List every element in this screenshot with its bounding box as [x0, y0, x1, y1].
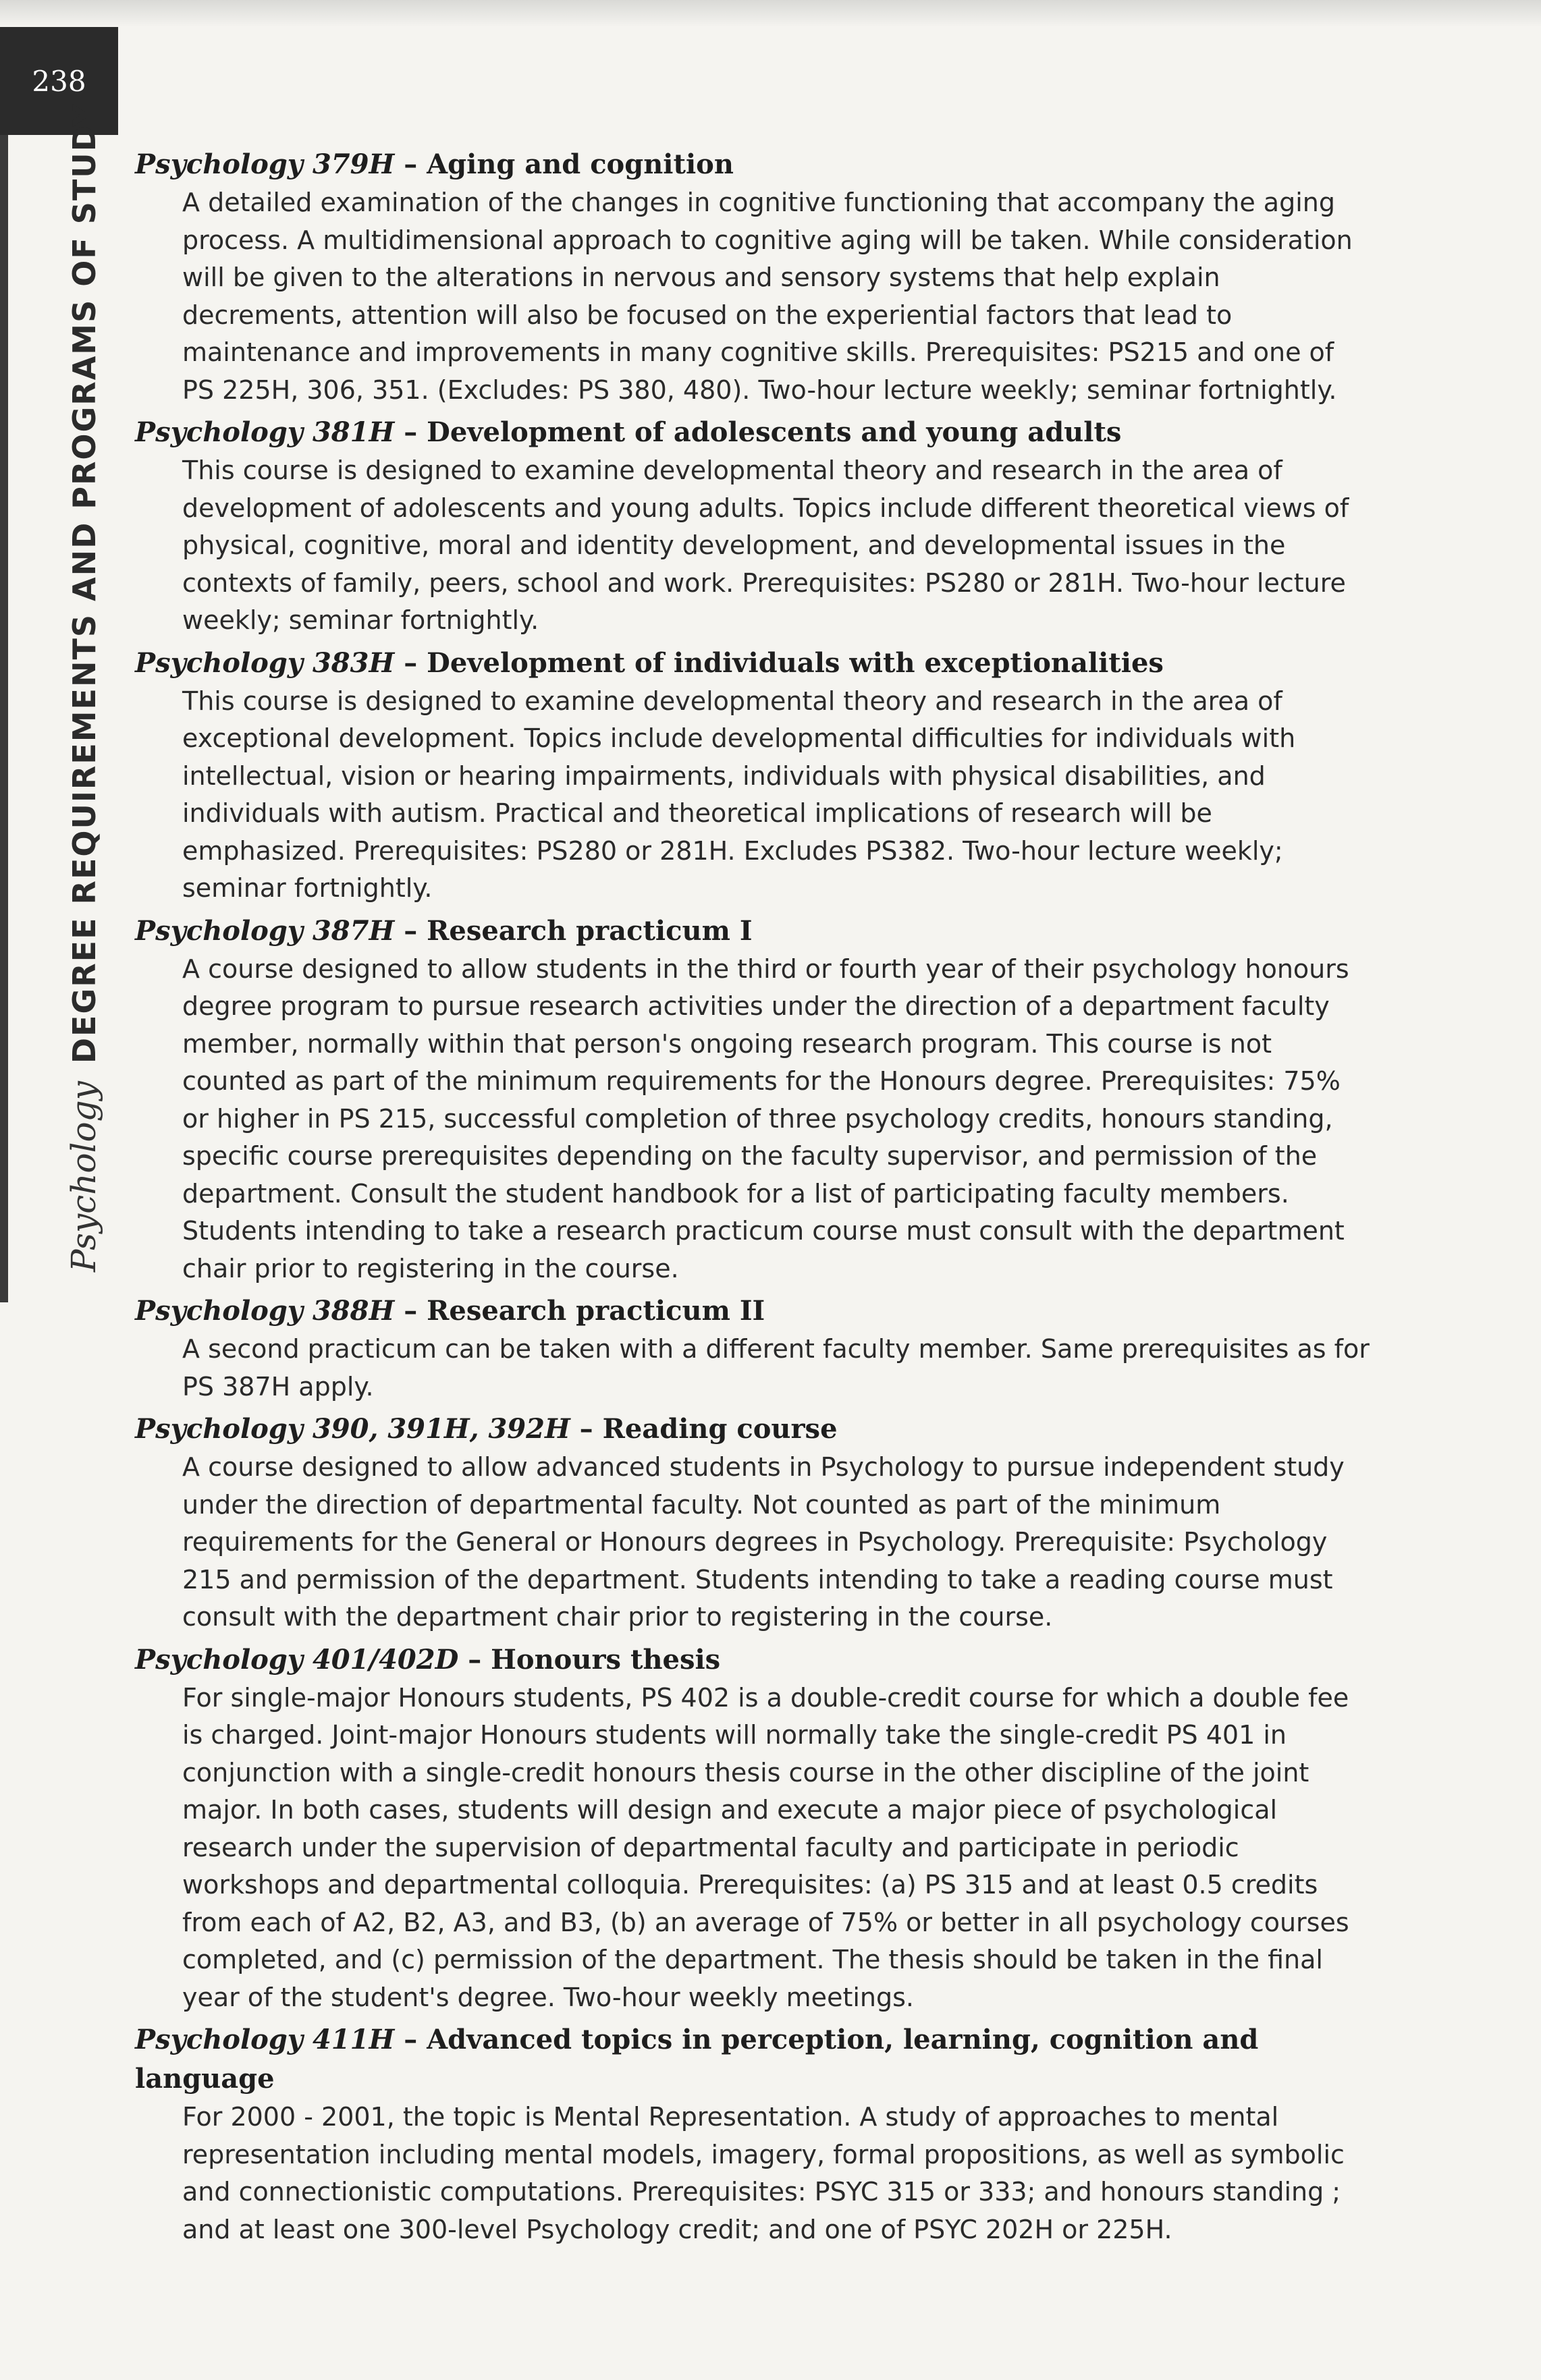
sidebar-running-title	[64, 103, 103, 1272]
course-description: A second practicum can be taken with a different faculty member. Same prerequisites as for PS 387H apply.	[182, 1334, 1370, 1402]
page-number: 238	[32, 64, 86, 98]
course-title: Research practicum II	[427, 1295, 765, 1327]
course-code: Psychology 390, 391H, 392H	[135, 1413, 570, 1445]
course-description: This course is designed to examine developmental theory and research in the area of exceptional development. Topics include developmental difficulties for individuals with intellectual, vision or hearing impairments, individuals with physical disabilities, and individuals with autism. Practical and theoretical implications of research will be emphasized. Prerequisites: PS280 or 281H. Excludes PS382. Two-hour lecture weekly; seminar fortnightly.	[182, 686, 1296, 903]
course-code: Psychology 383H	[135, 646, 395, 679]
course-entry	[135, 413, 1370, 640]
course-heading: Psychology 411H – Advanced topics in perception, learning, cognition and language	[135, 2024, 1259, 2095]
course-entry	[135, 1410, 1370, 1636]
course-title: Development of individuals with exceptionalities	[427, 646, 1164, 679]
course-heading: Psychology 383H – Development of individuals with exceptionalities	[135, 646, 1164, 679]
course-entry	[135, 2020, 1370, 2248]
course-code: Psychology 401/402D	[135, 1643, 459, 1676]
course-list	[135, 145, 1370, 2252]
course-title: Aging and cognition	[427, 148, 734, 180]
course-description: For single-major Honours students, PS 402 is a double-credit course for which a double fee is charged. Joint-major Honours students will normally take the single-credit PS 401 in conjunction with a single-credit honours thesis course in the other discipline of the joint major. In both cases, students will design and execute a major piece of psychological research under the supervision of departmental faculty and participate in periodic workshops and departmental colloquia. Prerequisites: (a) PS 315 and at least 0.5 credits from each of A2, B2, A3, and B3, (b) an average of 75% or better in all psychology courses completed, and (c) permission of the department. The thesis should be taken in the final year of the student's degree. Two-hour weekly meetings.	[182, 1682, 1349, 2012]
course-code: Psychology 381H	[135, 416, 395, 448]
course-description: A course designed to allow students in the third or fourth year of their psychology honours degree program to pursue research activities under the direction of a department faculty member, normally within that person's ongoing research program. This course is not counted as part of the minimum requirements for the Honours degree. Prerequisites: 75% or higher in PS 215, successful completion of three psychology credits, honours standing, specific course prerequisites depending on the faculty supervisor, and permission of the department. Consult the student handbook for a list of participating faculty members. Students intending to take a research practicum course must consult with the department chair prior to registering in the course.	[182, 953, 1349, 1283]
course-entry	[135, 644, 1370, 908]
course-code: Psychology 388H	[135, 1295, 395, 1327]
course-heading: Psychology 390, 391H, 392H – Reading course	[135, 1413, 838, 1445]
course-title: Development of adolescents and young adults	[427, 416, 1122, 448]
course-title: Honours thesis	[491, 1643, 721, 1676]
sidebar-section: DEGREE REQUIREMENTS AND PROGRAMS OF STUDY	[66, 103, 103, 1064]
course-description: For 2000 - 2001, the topic is Mental Representation. A study of approaches to mental representation including mental models, imagery, formal propositions, as well as symbolic and connectionistic computations. Prerequisites: PSYC 315 or 333; and honours standing ; and at least one 300-level Psychology credit; and one of PSYC 202H or 225H.	[182, 2102, 1345, 2244]
course-description: A detailed examination of the changes in cognitive functioning that accompany the aging process. A multidimensional approach to cognitive aging will be taken. While consideration will be given to the alterations in nervous and sensory systems that help explain decrements, attention will also be focused on the experiential factors that lead to maintenance and improvements in many cognitive skills. Prerequisites: PS215 and one of PS 225H, 306, 351. (Excludes: PS 380, 480). Two-hour lecture weekly; seminar fortnightly.	[182, 188, 1353, 405]
course-entry	[135, 912, 1370, 1288]
course-code: Psychology 379H	[135, 148, 395, 180]
sidebar-rule	[0, 135, 8, 1302]
course-entry	[135, 1640, 1370, 2017]
course-code: Psychology 411H	[135, 2024, 395, 2055]
course-heading: Psychology 387H – Research practicum I	[135, 914, 753, 947]
course-code: Psychology 387H	[135, 914, 395, 947]
course-heading: Psychology 401/402D – Honours thesis	[135, 1643, 721, 1676]
course-heading: Psychology 381H – Development of adolescents and young adults	[135, 416, 1122, 448]
course-description: A course designed to allow advanced students in Psychology to pursue independent study under the direction of departmental faculty. Not counted as part of the minimum requirements for the General or Honours degrees in Psychology. Prerequisite: Psychology 215 and permission of the department. Students intending to take a reading course must consult with the department chair prior to registering in the course.	[182, 1452, 1345, 1632]
course-title: Advanced topics in perception, learning, cognition and language	[135, 2024, 1259, 2095]
course-title: Reading course	[602, 1413, 838, 1445]
course-description: This course is designed to examine developmental theory and research in the area of development of adolescents and young adults. Topics include different theoretical views of physical, cognitive, moral and identity development, and developmental issues in the contexts of family, peers, school and work. Prerequisites: PS280 or 281H. Two-hour lecture weekly; seminar fortnightly.	[182, 455, 1349, 635]
top-scan-shade	[0, 0, 1541, 27]
course-heading: Psychology 379H – Aging and cognition	[135, 148, 734, 180]
course-heading: Psychology 388H – Research practicum II	[135, 1295, 765, 1327]
course-entry	[135, 1292, 1370, 1406]
course-title: Research practicum I	[427, 914, 753, 947]
sidebar-subject: Psychology	[64, 1081, 103, 1272]
course-entry	[135, 145, 1370, 409]
